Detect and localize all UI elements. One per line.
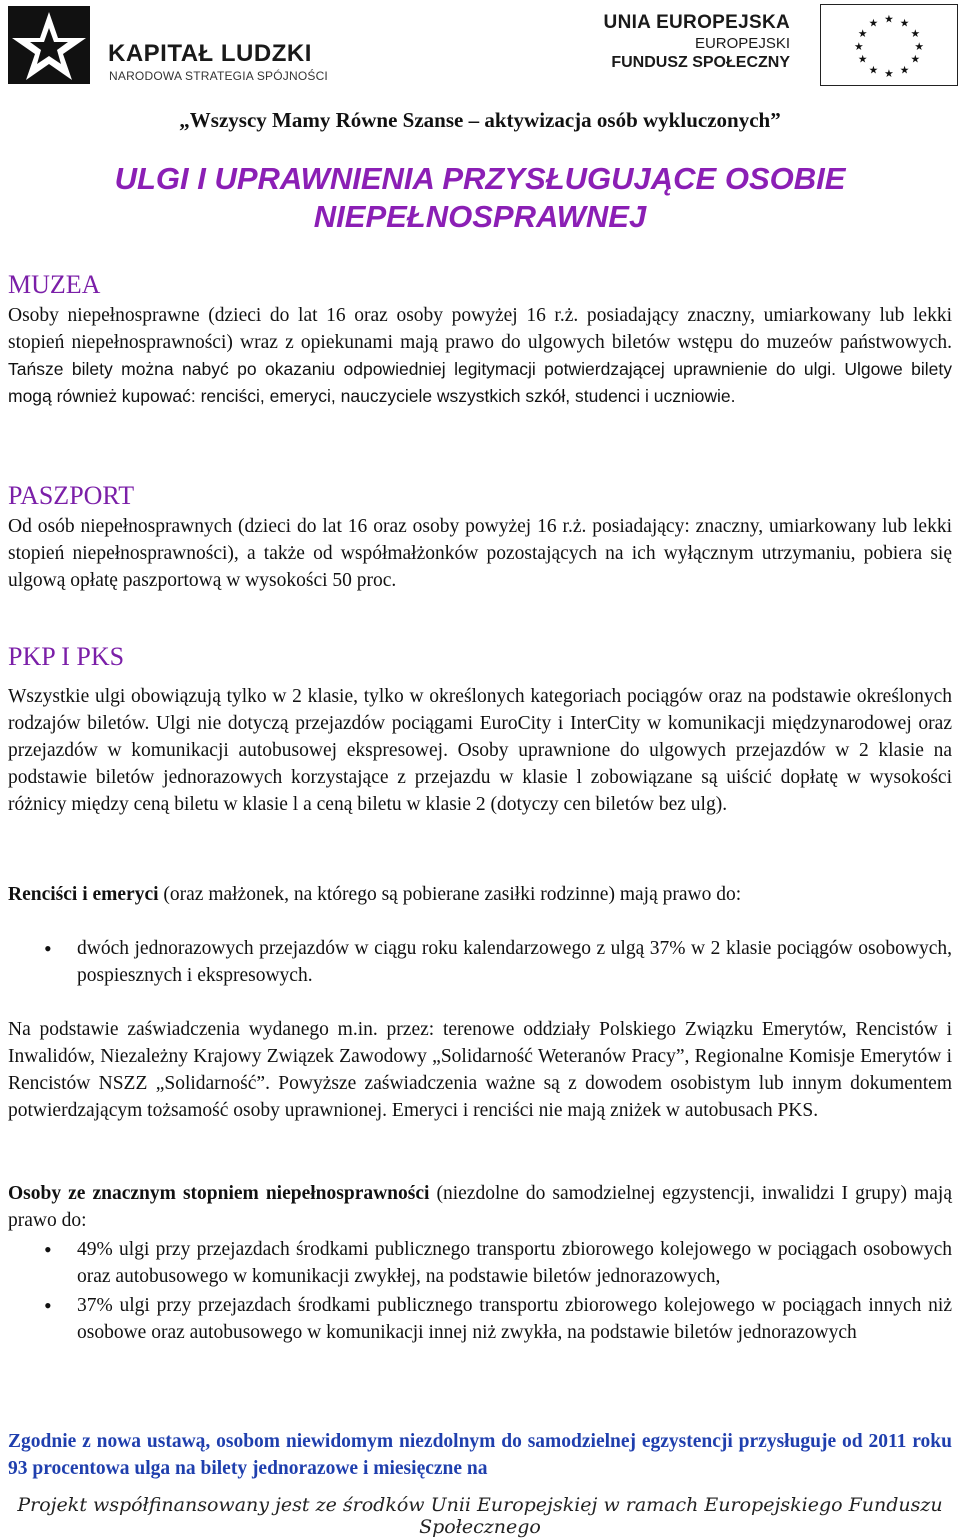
project-title: „Wszyscy Mamy Równe Szanse – aktywizacja osób wykluczonych” xyxy=(179,108,781,132)
eu-flag-icon xyxy=(820,4,958,86)
muzea-text-2: Tańsze bilety można nabyć po okazaniu odpowiedniej legitymacji potwierdzającej uprawnienie do ulgi. Ulgowe bilety mogą również kupować: renciści, emeryci, nauczyciele wszystkich szkół, studenci i uczniowie. xyxy=(8,359,952,406)
eu-logo-line3: FUNDUSZ SPOŁECZNY xyxy=(611,54,790,71)
pkp-paragraph: Wszystkie ulgi obowiązują tylko w 2 klasie, tylko w określonych kategoriach pociągów oraz na podstawie określonych rodzajów biletów. Ulgi nie dotyczą przejazdów pociągami EuroCity i InterCity w komunikacji międzynarodowej oraz przejazdów w komunikacji autobusowej ekspresowej. Osoby uprawnione do ulgowych przejazdów w 2 klasie na podstawie biletów jednorazowych korzystające z przejazdu w klasie l zobowiązane są uiścić dopłatę w wysokości różnicy między ceną biletu w klasie l a ceną biletu w klasie 2 (dotyczy cen biletów bez ulg). xyxy=(8,686,952,815)
znaczny-rest: (niezdolne do samodzielnej egzystencji, inwalidzi I grupy) mają prawo do: xyxy=(8,1183,952,1231)
heading-muzea: MUZEA xyxy=(8,270,101,299)
zaswiadczenie-paragraph: Na podstawie zaświadczenia wydanego m.in. przez: terenowe oddziały Polskiego Związku Emerytów, Rencistów i Inwalidów, Niezależny Krajowy Związek Zawodowy „Solidarność Weteranów Pracy”, Regionalne Komisje Emerytów i Rencistów NSZZ „Solidarność”. Powyższe zaświadczenia ważne są z dowodem osobistym lub innym dokumentem potwierdzającym tożsamość osoby uprawnionej. Emeryci i renciści nie mają zniżek w autobusach PKS. xyxy=(8,1019,952,1121)
kapital-ludzki-name: KAPITAŁ LUDZKI xyxy=(108,40,312,67)
list-item: • dwóch jednorazowych przejazdów w ciągu roku kalendarzowego z ulgą 37% w 2 klasie pociągów osobowych, pospiesznych i ekspresowych. xyxy=(8,935,952,989)
svg-text:★: ★ xyxy=(914,39,925,53)
rencisci-list xyxy=(8,935,952,989)
rencisci-bold: Renciści i emeryci xyxy=(8,884,159,905)
list-item: • 37% ulgi przy przejazdach środkami publicznego transportu zbiorowego kolejowego w pociągach innych niż osobowe oraz autobusowego w komunikacji innej niż zwykła, na podstawie biletów jednorazowych xyxy=(8,1292,952,1346)
page-footer: Projekt współfinansowany jest ze środków Unii Europejskiej w ramach Europejskiego Funduszu Społecznego xyxy=(17,1494,943,1538)
eu-logo-line2: EUROPEJSKI xyxy=(694,35,790,52)
muzea-paragraph xyxy=(8,302,952,410)
znaczny-list xyxy=(8,1236,952,1346)
svg-text:★: ★ xyxy=(884,12,894,26)
rencisci-rest: (oraz małżonek, na którego są pobierane zasiłki rodzinne) mają prawo do: xyxy=(158,884,742,905)
kapital-ludzki-subtitle: NARODOWA STRATEGIA SPÓJNOŚCI xyxy=(109,69,328,83)
svg-text:★: ★ xyxy=(857,52,868,66)
svg-text:★: ★ xyxy=(853,39,864,53)
paszport-paragraph: Od osób niepełnosprawnych (dzieci do lat 16 oraz osoby powyżej 16 r.ż. posiadający: znaczny, umiarkowany lub lekki stopień niepełnosprawności), a także od współmałżonków pozostających na ich wyłącznym utrzymaniu, pobiera się ulgową opłatę paszportową w wysokości 50 proc. xyxy=(8,516,952,591)
svg-text:★: ★ xyxy=(884,67,894,81)
main-title: ULGI I UPRAWNIENIA PRZYSŁUGUJĄCE OSOBIE NIEPEŁNOSPRAWNEJ xyxy=(114,161,846,234)
page-header xyxy=(0,0,960,100)
muzea-text-1: Osoby niepełnosprawne (dzieci do lat 16 oraz osoby powyżej 16 r.ż. posiadający znaczny, umiarkowany lub lekki stopień niepełnosprawności) wraz z opiekunami mają prawo do ulgowych biletów wstępu do muzeów państwowych. xyxy=(8,305,952,353)
eu-logo-line1: UNIA EUROPEJSKA xyxy=(603,12,790,33)
kapital-ludzki-logo xyxy=(8,6,328,84)
svg-text:★: ★ xyxy=(899,63,910,77)
znaczny-bold: Osoby ze znacznym stopniem niepełnosprawności xyxy=(8,1183,430,1204)
niewidomi-paragraph: Zgodnie z nowa ustawą, osobom niewidomym niezdolnym do samodzielnej egzystencji przysługuje od 2011 roku 93 procentowa ulga na bilety jednorazowe i miesięczne na xyxy=(8,1431,952,1479)
kapital-ludzki-star-icon xyxy=(8,6,90,84)
rencisci-paragraph xyxy=(8,881,952,908)
heading-pkp-pks: PKP I PKS xyxy=(8,642,125,671)
svg-text:★: ★ xyxy=(910,52,921,66)
eu-logo-text xyxy=(604,12,790,72)
svg-text:★: ★ xyxy=(857,27,868,41)
svg-text:★: ★ xyxy=(910,27,921,41)
svg-text:★: ★ xyxy=(868,63,879,77)
heading-paszport: PASZPORT xyxy=(8,481,135,510)
list-item: • 49% ulgi przy przejazdach środkami publicznego transportu zbiorowego kolejowego w pociągach osobowych oraz autobusowego w komunikacji zwykłej, na podstawie biletów jednorazowych, xyxy=(8,1236,952,1290)
svg-text:★: ★ xyxy=(899,16,910,30)
znaczny-paragraph xyxy=(8,1180,952,1234)
svg-text:★: ★ xyxy=(868,16,879,30)
